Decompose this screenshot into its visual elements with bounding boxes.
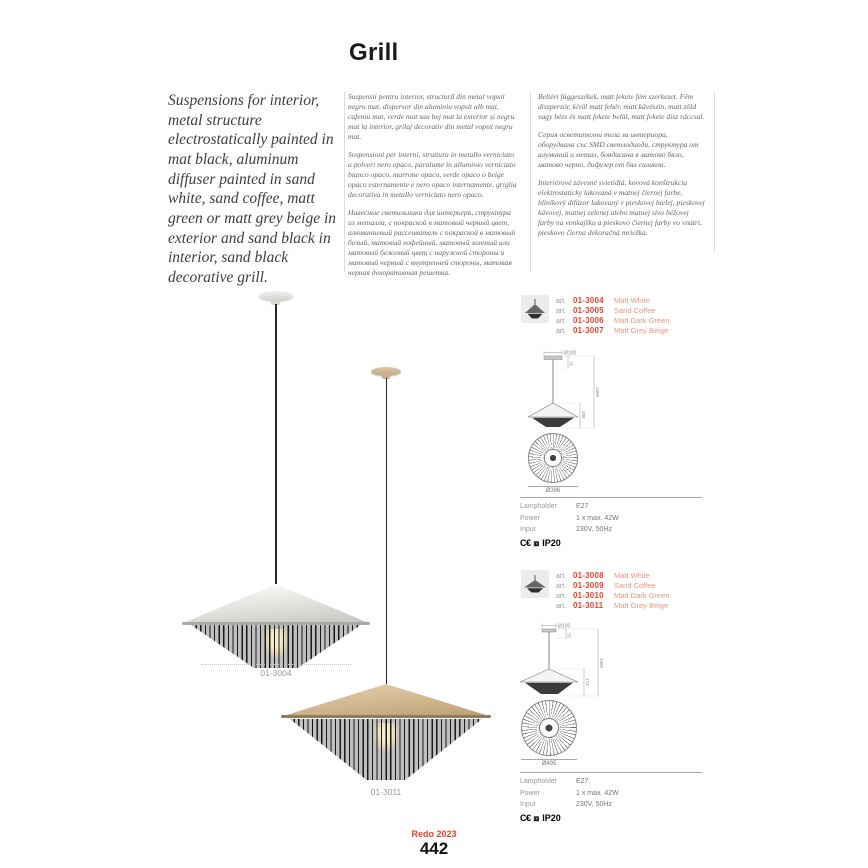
spec-label: Input	[520, 526, 536, 533]
dim-canopy-drop: 75	[568, 361, 574, 367]
dim-canopy-drop: 75	[566, 632, 572, 638]
article-code: 01-3009	[573, 581, 604, 590]
spec-label: Lampholder	[520, 778, 557, 785]
ce-mark-icon: C€	[520, 813, 531, 823]
product2-spec-table	[520, 772, 702, 824]
article-finish: Matt Dark Green	[614, 316, 670, 325]
dim-suspension-height: 1500	[595, 387, 600, 398]
spec-row	[520, 524, 702, 536]
article-finish: Sand Coffee	[614, 581, 656, 590]
spec-row	[520, 788, 702, 800]
pendant1-photo-label: 01-3004	[201, 664, 351, 678]
product1-thumbnail	[521, 295, 549, 323]
article-finish: Matt Grey Beige	[614, 601, 669, 610]
class-ii-icon: ⧈	[533, 537, 540, 548]
description-column-3	[538, 92, 706, 246]
article-code: 01-3011	[573, 601, 604, 610]
spec-label: Input	[520, 801, 536, 808]
article-code: 01-3006	[573, 316, 604, 325]
article-finish: Matt White	[614, 296, 650, 305]
spec-row	[520, 799, 702, 811]
spec-value: 230V, 50Hz	[576, 801, 612, 808]
article-code: 01-3010	[573, 591, 604, 600]
lamp-thumbnail-icon	[521, 570, 549, 598]
dim-shade-height: 174	[585, 678, 590, 686]
spec-label: Power	[520, 789, 540, 797]
spec-row	[520, 776, 702, 788]
product2-bottom-view-hub	[538, 717, 560, 739]
description-ro: Suspensii pentru interior, structură din metal vopsit negru mat, dispersor din aluminiu vopsit alb mat, cafeniu mat, verde mat sau bej mat la exterior și negru mat la interior, grilaj decorativ din metal vopsit negru mat.	[348, 92, 515, 142]
article-prefix: art.	[556, 593, 567, 600]
product2-thumbnail	[521, 570, 549, 598]
article-prefix: art.	[556, 308, 567, 315]
column-divider	[714, 92, 715, 252]
pendant1-cord	[275, 304, 277, 584]
pendant2-shade	[281, 684, 491, 780]
product2-technical-drawing	[516, 622, 626, 770]
description-column-2	[348, 92, 518, 286]
product2-side-view	[516, 622, 626, 698]
spec-label: Lampholder	[520, 503, 557, 510]
article-finish: Matt White	[614, 571, 650, 580]
article-code: 01-3005	[573, 306, 604, 315]
pendant1-grill-wires	[191, 625, 360, 668]
article-prefix: art.	[556, 603, 567, 610]
pendant1-shade	[182, 584, 370, 668]
article-row	[556, 571, 669, 581]
article-finish: Matt Dark Green	[614, 591, 670, 600]
article-prefix: art.	[556, 573, 567, 580]
pendant2-diffuser-cone	[281, 684, 491, 717]
dim-canopy-diameter: Ø100	[564, 350, 577, 357]
article-finish: Sand Coffee	[614, 306, 656, 315]
article-prefix: art.	[556, 318, 567, 325]
article-row	[556, 316, 669, 326]
certification-marks	[520, 538, 702, 549]
dim-shade-diameter: Ø495	[541, 761, 557, 767]
dim-suspension-height: 1500	[599, 658, 604, 669]
pendant1-grill-cage	[191, 625, 360, 668]
column-divider	[530, 92, 531, 272]
certification-marks	[520, 813, 702, 824]
spec-label: Power	[520, 514, 540, 522]
article-code: 01-3007	[573, 326, 604, 335]
description-bg: Серия осветителни тела за интериора, оборудвана със SMD светлодиоди, структура от алуминий и метал, боядисана в матово бяло, матово черно, дифузер от бял силикон.	[538, 130, 699, 170]
spec-value: 1 x max. 42W	[576, 514, 619, 522]
pendant2-photo-label: 01-3011	[370, 787, 402, 797]
article-row	[556, 296, 669, 306]
ip-rating: IP20	[542, 813, 561, 823]
description-hu: Beltéri függeszékek, matt fekete fém szerkezet. Fém diszperzór, kívül matt fehér, matt kávészín, matt zöld vagy bézs és matt fekete belül, matt fekete dísz ráccsal.	[538, 92, 705, 122]
dim-shade-height: 200	[581, 411, 586, 419]
product1-article-list	[556, 296, 669, 336]
description-en: Suspensions for interior, metal structure electrostatically painted in mat black, aluminum diffuser painted in sand white, sand coffee, matt green or matt grey beige in exterior and sand black in interior, sand black decorative grill.	[168, 92, 337, 287]
spec-value: 230V, 50Hz	[576, 526, 612, 533]
product1-bottom-view-hub	[543, 448, 563, 468]
description-ru: Навесные светильники для интерьера, структура из металла, с покраской в матовый черный цвет, алюминиевый рассеиватель с покраской в матовый белый, матовый кофейный, матовый зеленый или матовый бежевый цвет с наружной стороны и матовый черный с внутренней стороны, матовая черная декоративная решетка.	[348, 208, 516, 278]
product1-spec-table	[520, 497, 702, 549]
dim-shade-diameter: Ø396	[545, 488, 561, 494]
dim-canopy-diameter: Ø100	[558, 623, 571, 630]
product2-article-list	[556, 571, 669, 611]
article-row	[556, 591, 669, 601]
footer-brand: Redo 2023	[411, 829, 457, 839]
ip-rating: IP20	[542, 538, 561, 548]
article-prefix: art.	[556, 328, 567, 335]
article-row	[556, 306, 669, 316]
pendant2-cord	[386, 378, 388, 684]
article-prefix: art.	[556, 583, 567, 590]
dimension-line	[521, 759, 577, 760]
article-code: 01-3004	[573, 296, 604, 305]
pendant2-grill-wires	[289, 719, 482, 780]
spec-row	[520, 513, 702, 525]
column-divider	[344, 92, 345, 272]
spec-row	[520, 501, 702, 513]
product1-side-view	[520, 349, 620, 431]
article-prefix: art.	[556, 298, 567, 305]
pendant1-rim	[182, 622, 370, 625]
article-row	[556, 326, 669, 336]
spec-value: E27	[576, 778, 589, 785]
product1-technical-drawing	[520, 349, 620, 495]
pendant2-rim	[281, 715, 491, 718]
footer-page-number: 442	[419, 839, 449, 858]
spec-value: 1 x max. 42W	[576, 789, 619, 797]
class-ii-icon: ⧈	[533, 812, 540, 823]
article-row	[556, 581, 669, 591]
pendant1-diffuser-cone	[182, 584, 370, 623]
spec-value: E27	[576, 503, 589, 510]
page-title: Grill	[349, 39, 399, 66]
article-code: 01-3008	[573, 571, 604, 580]
description-sk: Interiérové závesné svietidlá, kovová konštrukcia elektrostaticky lakovaná v matnej čiernej farbe, hliníkový difúzor lakovaný v pieskovej bielej, pieskovej kávovej, matnej zelenej alebo matnej sivo béžovej farby na vonkajšku a pieskovo čiernej farby vo vnútri, pieskovo čierna dekoračná mriežka.	[538, 178, 705, 238]
article-finish: Matt Grey Beige	[614, 326, 669, 335]
dimension-line	[528, 486, 578, 487]
ce-mark-icon: C€	[520, 538, 531, 548]
article-row	[556, 601, 669, 611]
pendant2-grill-cage	[289, 719, 482, 780]
lamp-thumbnail-icon	[521, 295, 549, 323]
description-it: Sospensioni per interni, struttura in metallo verniciato a polveri nero opaco, paralume in alluminio verniciato bianco opaco, marrone opaco, verde opaco o beige opaco esternamente e nero opaco internamente, griglia decorativa in metallo verniciato nero opaco.	[348, 150, 517, 200]
